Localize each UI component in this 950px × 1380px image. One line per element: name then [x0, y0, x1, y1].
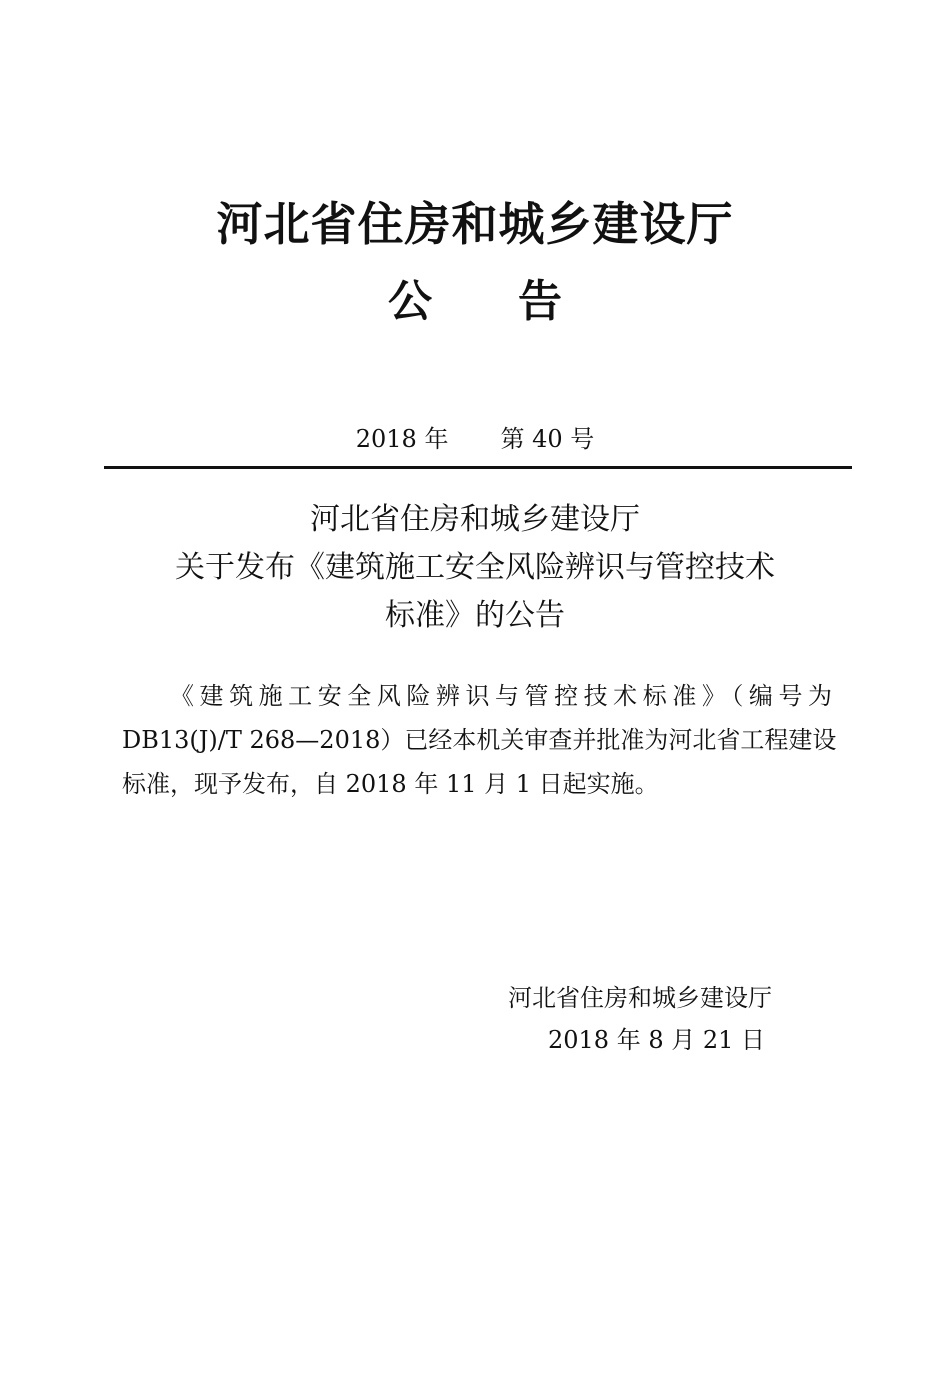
body-line-3: 标准，现予发布，自 2018 年 11 月 1 日起实施。	[122, 770, 659, 798]
heading-line-2: 关于发布《建筑施工安全风险辨识与管控技术	[175, 550, 775, 585]
issuer-title: 河北省住房和城乡建设厅	[216, 197, 734, 251]
document-year: 2018 年	[355, 425, 449, 453]
document-serial: 第 40 号	[500, 425, 595, 453]
announcement-body	[122, 674, 837, 806]
header-divider	[104, 466, 852, 469]
notice-char-gong: 公	[388, 276, 432, 327]
heading-line-1: 河北省住房和城乡建设厅	[310, 502, 640, 537]
body-line-1: 《建筑施工安全风险辨识与管控技术标准》（编号为	[170, 682, 832, 710]
notice-char-gao: 告	[518, 276, 562, 327]
signature-organization: 河北省住房和城乡建设厅	[508, 984, 772, 1012]
heading-line-3: 标准》的公告	[385, 598, 565, 633]
body-line-2: DB13(J)/T 268—2018）已经本机关审查并批准为河北省工程建设	[122, 726, 837, 754]
document-number	[0, 423, 950, 455]
announcement-heading	[0, 496, 950, 640]
notice-label	[0, 274, 950, 330]
signature-date: 2018 年 8 月 21 日	[548, 1026, 766, 1054]
